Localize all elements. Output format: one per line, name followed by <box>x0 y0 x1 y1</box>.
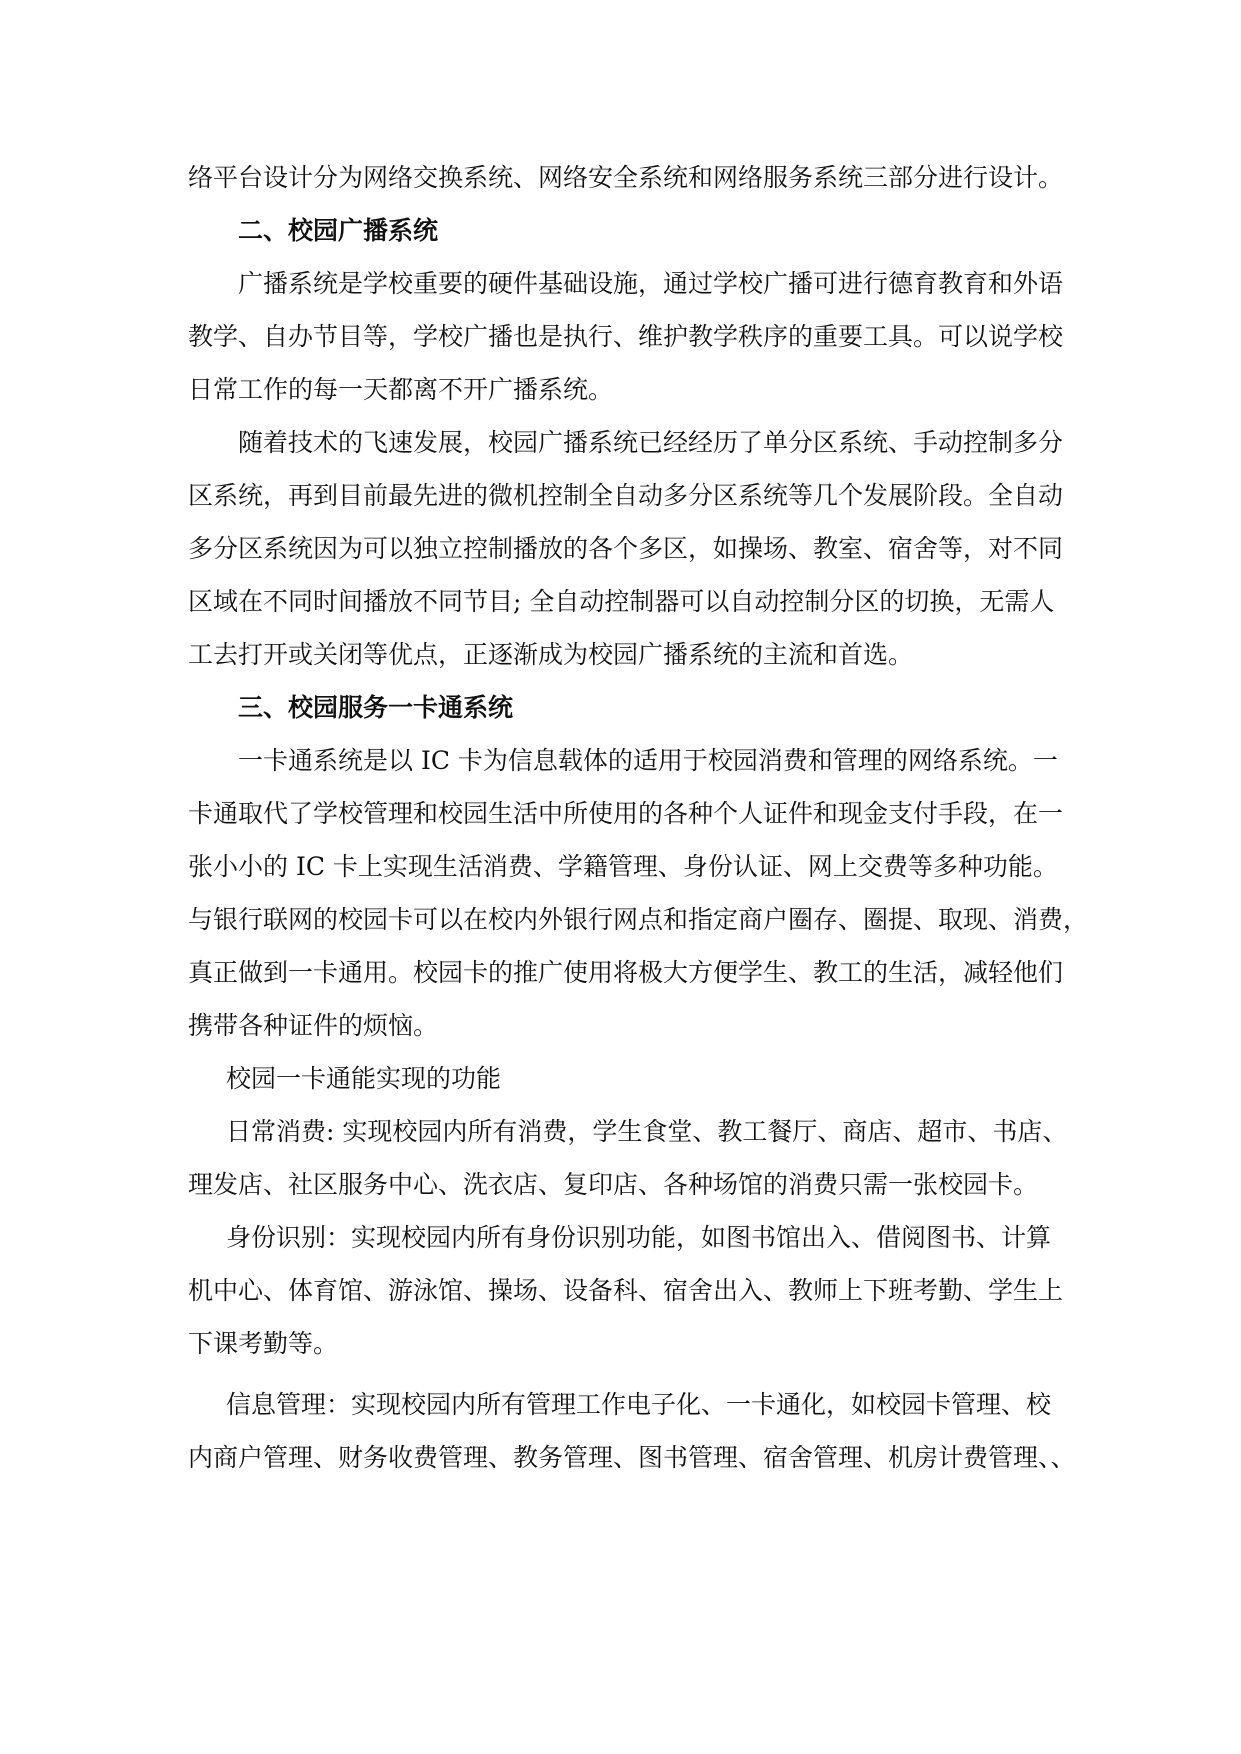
paragraph-line: 理发店、社区服务中心、洗衣店、复印店、各种场馆的消费只需一张校园卡。 <box>188 1170 1039 1199</box>
subheading-functions: 校园一卡通能实现的功能 <box>226 1064 502 1093</box>
paragraph-line: 卡通取代了学校管理和校园生活中所使用的各种个人证件和现金支付手段，在一 <box>188 799 1064 828</box>
paragraph-line: 真正做到一卡通用。校园卡的推广使用将极大方便学生、教工的生活，减轻他们 <box>188 958 1064 987</box>
paragraph-line: 随着技术的飞速发展，校园广播系统已经经历了单分区系统、手动控制多分 <box>238 428 1064 457</box>
paragraph-line: 工去打开或关闭等优点，正逐渐成为校园广播系统的主流和首选。 <box>188 640 914 669</box>
section-heading-broadcast: 二、校园广播系统 <box>238 216 439 245</box>
section-heading-card-system: 三、校园服务一卡通系统 <box>238 693 514 722</box>
paragraph-line: 教学、自办节目等，学校广播也是执行、维护教学秩序的重要工具。可以说学校 <box>188 322 1064 351</box>
paragraph-line: 区域在不同时间播放不同节目; 全自动控制器可以自动控制分区的切换，无需人 <box>188 587 1055 616</box>
paragraph-line: 身份识别：实现校园内所有身份识别功能，如图书馆出入、借阅图书、计算 <box>226 1223 1052 1252</box>
paragraph-line: 机中心、体育馆、游泳馆、操场、设备科、宿舍出入、教师上下班考勤、学生上 <box>188 1276 1064 1305</box>
paragraph-line: 广播系统是学校重要的硬件基础设施，通过学校广播可进行德育教育和外语 <box>238 269 1064 298</box>
paragraph-line: 信息管理：实现校园内所有管理工作电子化、一卡通化，如校园卡管理、校 <box>226 1390 1052 1419</box>
paragraph-line: 多分区系统因为可以独立控制播放的各个多区，如操场、教室、宿舍等，对不同 <box>188 534 1064 563</box>
paragraph-line: 与银行联网的校园卡可以在校内外银行网点和指定商户圈存、圈提、取现、消费， <box>188 905 1089 934</box>
paragraph-line: 携带各种证件的烦恼。 <box>188 1011 439 1040</box>
paragraph-line: 日常消费: 实现校园内所有消费，学生食堂、教工餐厅、商店、超市、书店、 <box>226 1117 1068 1146</box>
paragraph-line: 一卡通系统是以 IC 卡为信息载体的适用于校园消费和管理的网络系统。一 <box>238 746 1058 775</box>
paragraph-line: 区系统，再到目前最先进的微机控制全自动多分区系统等几个发展阶段。全自动 <box>188 481 1064 510</box>
paragraph-line: 张小小的 IC 卡上实现生活消费、学籍管理、身份认证、网上交费等多种功能。 <box>188 852 1058 881</box>
paragraph-line: 络平台设计分为网络交换系统、网络安全系统和网络服务系统三部分进行设计。 <box>188 163 1064 192</box>
paragraph-line: 下课考勤等。 <box>188 1329 339 1358</box>
paragraph-line: 内商户管理、财务收费管理、教务管理、图书管理、宿舍管理、机房计费管理、、 <box>188 1443 1076 1472</box>
paragraph-line: 日常工作的每一天都离不开广播系统。 <box>188 375 614 404</box>
